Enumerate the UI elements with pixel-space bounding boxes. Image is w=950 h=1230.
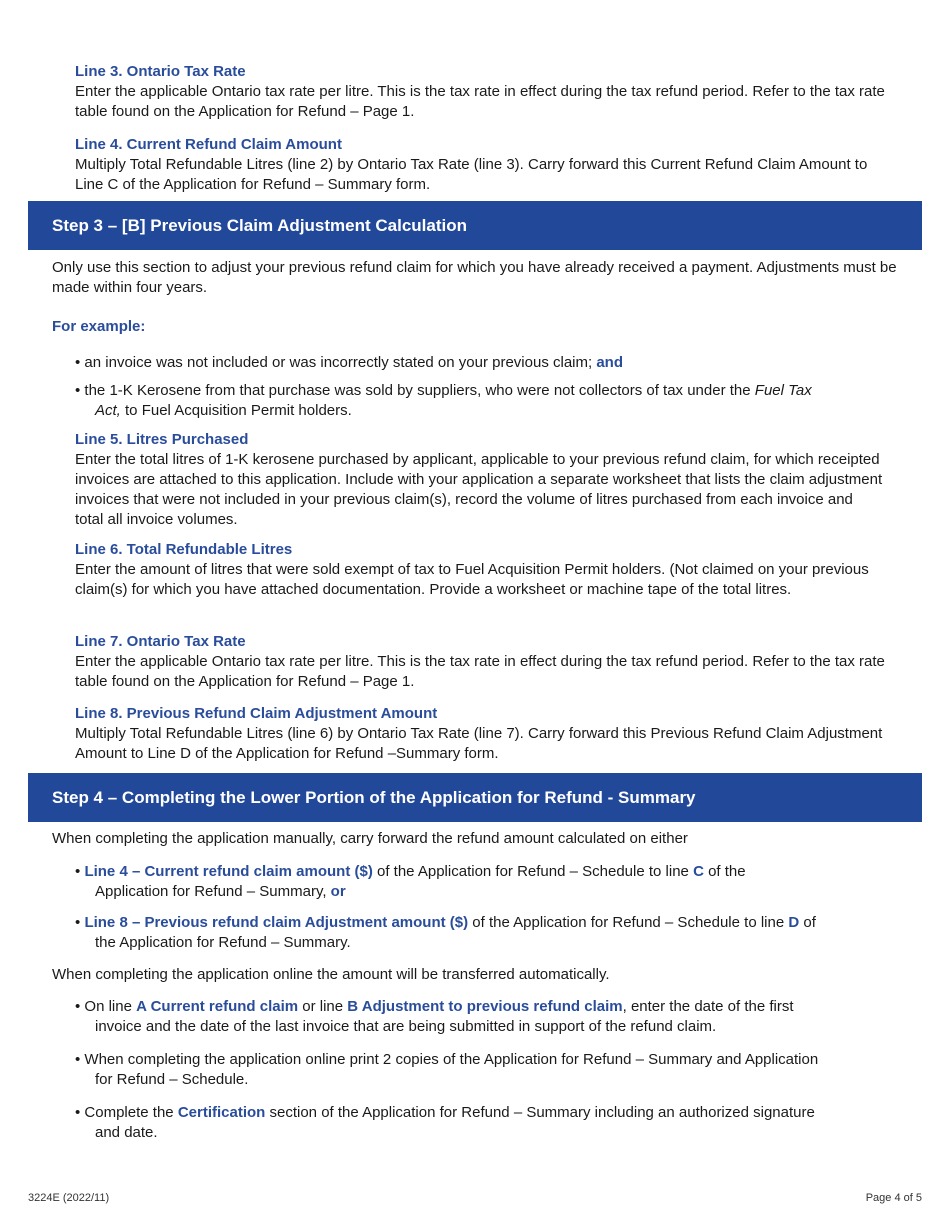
line8-section [75,704,885,764]
step4-bullet-4 [75,1050,905,1090]
form-id: 3224E (2022/11) [28,1192,110,1204]
line4-section [75,135,885,195]
line6-text: Enter the amount of litres that were sold exempt of tax to Fuel Acquisition Permit holders. (Not claimed on your previous claim(s) for which you have attached documentation. Provide a worksheet or machine tape of the total litres. [75,561,869,598]
bullet1-and: and [596,354,624,371]
line8-heading: Line 8. Previous Refund Claim Adjustment Amount [75,705,438,722]
line7-heading: Line 7. Ontario Tax Rate [75,633,246,650]
step4-bullet-5 [75,1103,905,1143]
b3-pre: • On line [75,998,132,1015]
step4-intro: When completing the application manually, carry forward the refund amount calculated on either [52,830,688,847]
b1-text: of the Application for Refund – Schedule to line [377,863,689,880]
step3-bullet-2 [75,381,905,421]
step3-intro: Only use this section to adjust your previous refund claim for which you have already received a payment. Adjustments must be made within four years. [52,259,897,296]
line4-heading: Line 4. Current Refund Claim Amount [75,136,342,153]
b1-or: or [330,883,346,900]
line4-text: Multiply Total Refundable Litres (line 2) by Ontario Tax Rate (line 3). Carry forward this Current Refund Claim Amount to Line C of the Application for Refund – Summary form. [75,156,868,193]
line4-reference: Line 4 – Current refund claim amount ($) [84,863,373,880]
b5-post: section of the Application for Refund – Summary including an authorized signature [269,1104,815,1121]
b1-line2: Application for Refund – Summary, [95,883,327,900]
b3-line2: invoice and the date of the last invoice that are being submitted in support of the refund claim. [95,1018,717,1035]
line8-reference: Line 8 – Previous refund claim Adjustment amount ($) [84,914,469,931]
b3-post: , enter the date of the first [622,998,794,1015]
certification-reference: Certification [177,1104,266,1121]
bullet2-text-b: to Fuel Acquisition Permit holders. [125,402,352,419]
b2-text2: of [803,914,816,931]
for-example-label: For example: [52,318,146,335]
b4-line1: • When completing the application online print 2 copies of the Application for Refund – Summary and Application [75,1051,819,1068]
b5-pre: • Complete the [75,1104,174,1121]
page-number: Page 4 of 5 [865,1192,922,1204]
step4-bullet-1 [75,862,905,902]
line-d-letter: D [788,914,800,931]
step4-bullet-3 [75,997,905,1037]
step4-bullet-2 [75,913,905,953]
step4-header: Step 4 – Completing the Lower Portion of the Application for Refund - Summary [28,773,922,822]
step4-online-note: When completing the application online the amount will be transferred automatically. [52,966,610,983]
step3-header: Step 3 – [B] Previous Claim Adjustment Calculation [28,201,922,250]
bullet2-text-a: • the 1-K Kerosene from that purchase was sold by suppliers, who were not collectors of tax under the [75,382,751,399]
bullet2-italic-1: Fuel Tax [754,382,812,399]
b5-line2: and date. [95,1124,158,1141]
line-b-reference: B Adjustment to previous refund claim [347,998,623,1015]
b2-text: of the Application for Refund – Schedule to line [472,914,785,931]
line7-text: Enter the applicable Ontario tax rate per litre. This is the tax rate in effect during the tax refund period. Refer to the tax rate table found on the Application for Refund – Page 1. [75,653,885,690]
line7-section [75,632,885,692]
line8-text: Multiply Total Refundable Litres (line 6) by Ontario Tax Rate (line 7). Carry forward this Previous Refund Claim Adjustment Amount to Line D of the Application for Refund –Summary form. [75,725,883,762]
step3-bullet-1 [75,353,905,373]
line5-section [75,430,885,530]
bullet2-italic-2: Act, [95,402,121,419]
line3-section [75,62,885,122]
line-c-letter: C [693,863,704,880]
line5-text: Enter the total litres of 1-K kerosene purchased by applicant, applicable to your previous refund claim, for which receipted invoices are attached to this application. Include with your application a separate worksheet that lists the claim adjustment invoices that were not included in your previous claim(s), record the volume of litres purchased from each invoice and total all invoice volumes. [75,451,883,528]
line6-section [75,540,885,600]
line3-text: Enter the applicable Ontario tax rate per litre. This is the tax rate in effect during the tax refund period. Refer to the tax rate table found on the Application for Refund – Page 1. [75,83,885,120]
b1-text2: of the [708,863,746,880]
line6-heading: Line 6. Total Refundable Litres [75,541,293,558]
bullet-dot: • [75,863,81,880]
line5-heading: Line 5. Litres Purchased [75,431,249,448]
b4-line2: for Refund – Schedule. [95,1071,249,1088]
bullet-dot: • [75,914,81,931]
bullet1-text: • an invoice was not included or was incorrectly stated on your previous claim; [75,354,593,371]
line-a-reference: A Current refund claim [136,998,299,1015]
b2-line2: the Application for Refund – Summary. [95,934,351,951]
line3-heading: Line 3. Ontario Tax Rate [75,63,246,80]
b3-mid: or line [302,998,344,1015]
